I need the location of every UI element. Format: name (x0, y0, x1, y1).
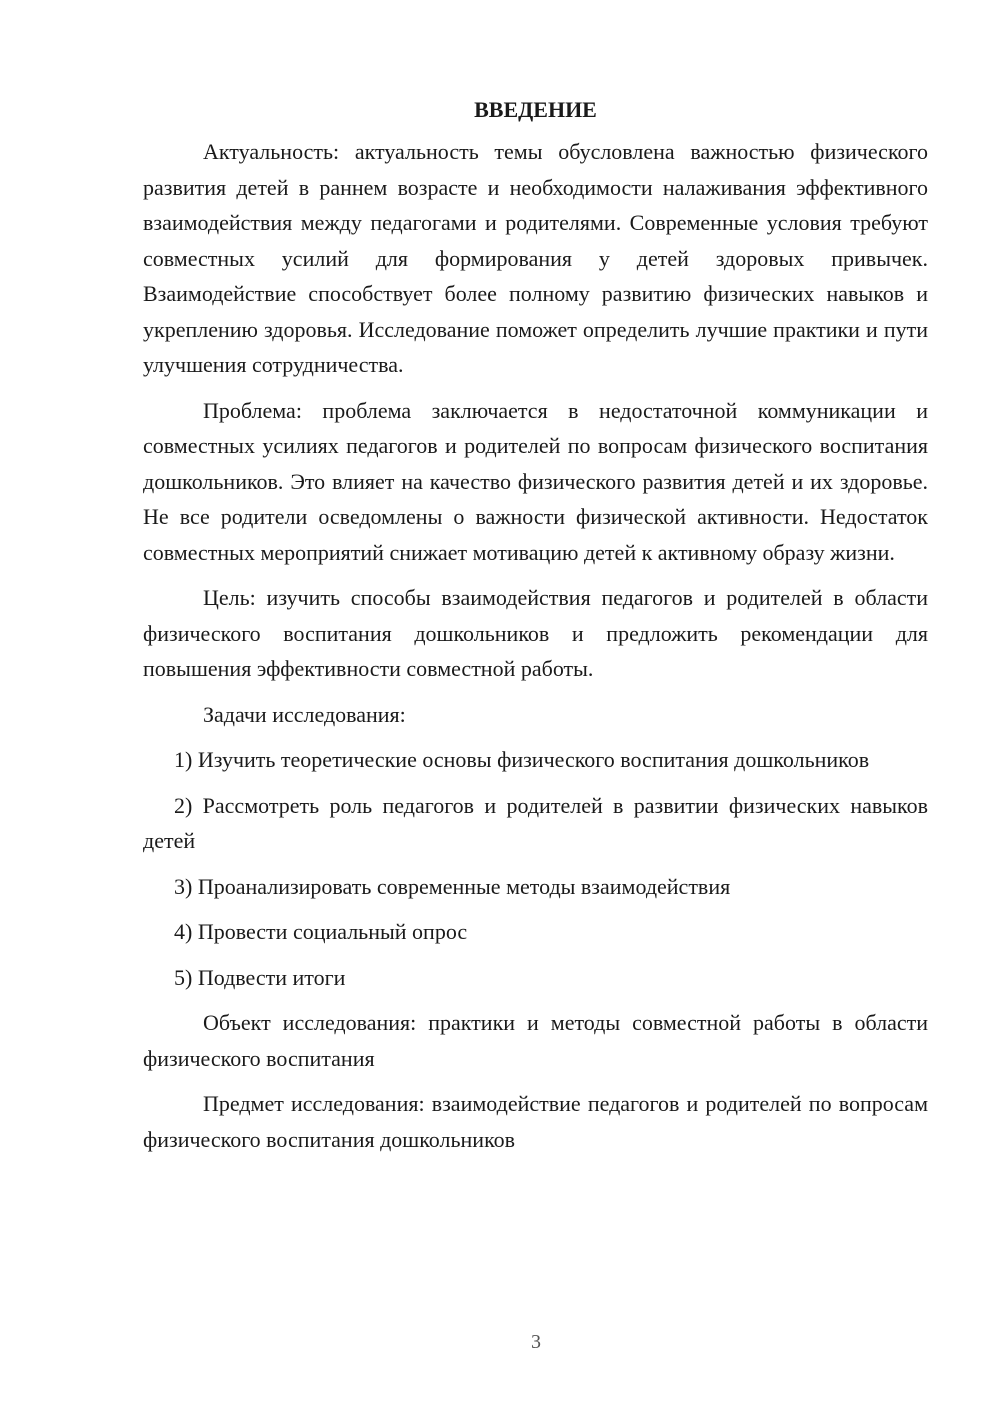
task-item-4: 4) Провести социальный опрос (174, 919, 468, 944)
page-title: ВВЕДЕНИЕ (474, 97, 597, 122)
problem-paragraph: Проблема: проблема заключается в недостаточной коммуникации и совместных усилиях педагогов и родителей по вопросам физического воспитания дошкольников. Это влияет на качество физического развития детей и их здоровье. Не все родители осведомлены о важности физической активности. Недостаток совместных мероприятий снижает мотивацию детей к активному образу жизни. (143, 397, 928, 565)
task-item-3: 3) Проанализировать современные методы взаимодействия (174, 873, 731, 899)
task-item-2: 2) Рассмотреть роль педагогов и родителей в развитии физических навыков детей (143, 792, 928, 853)
object-paragraph: Объект исследования: практики и методы совместной работы в области физического воспитания (143, 1010, 928, 1071)
relevance-paragraph: Актуальность: актуальность темы обусловлена важностью физического развития детей в раннем возрасте и необходимости налаживания эффективного взаимодействия между педагогами и родителями. Современные условия требуют совместных усилий для формирования у детей здоровых привычек. Взаимодействие способствует более полному развитию физических навыков и укреплению здоровья. Исследование поможет определить лучшие практики и пути улучшения сотрудничества. (143, 139, 928, 377)
task-item-5: 5) Подвести итоги (174, 964, 346, 990)
goal-paragraph: Цель: изучить способы взаимодействия педагогов и родителей в области физического воспитания дошкольников и предложить рекомендации для повышения эффективности совместной работы. (143, 585, 928, 681)
subject-paragraph: Предмет исследования: взаимодействие педагогов и родителей по вопросам физического воспитания дошкольников (143, 1091, 928, 1152)
tasks-title: Задачи исследования: (203, 701, 406, 727)
task-item-1: 1) Изучить теоретические основы физического воспитания дошкольников (174, 747, 870, 772)
tasks-list (143, 742, 928, 995)
page-number: 3 (531, 1331, 541, 1353)
document-page (143, 92, 928, 1167)
